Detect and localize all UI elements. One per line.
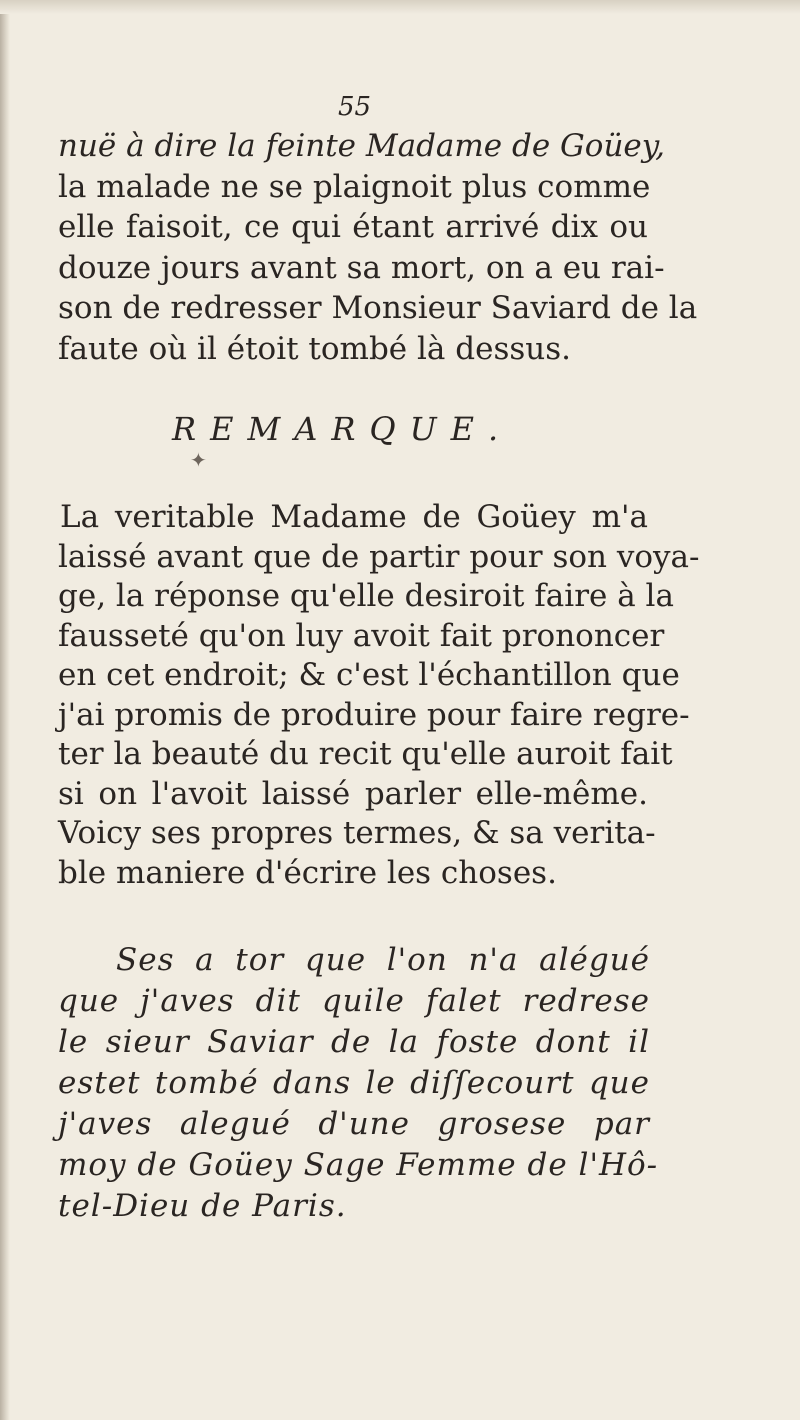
page-number: 55 [338,92,372,122]
text-line: le sieur Saviar de la foste dont il [58,1024,650,1060]
text-line: Voicy ses propres termes, & sa verita- [58,815,656,851]
text-line: nuë à dire la feinte Madame de Goüey, [58,128,666,164]
text-line: ge, la réponse qu'elle desiroit faire à la [58,578,674,614]
text-line: en cet endroit; & c'est l'échantillon que [58,657,680,693]
text-line: fausseté qu'on luy avoit fait prononcer [58,617,665,654]
section-heading: REMARQUE. [172,410,513,448]
text-line: ble maniere d'écrire les choses. [58,854,557,891]
text-line: la malade ne se plaignoit plus comme [58,168,651,205]
text-line: La veritable Madame de Goüey m'a [60,499,648,535]
text-line: tel-Dieu de Paris. [58,1188,347,1224]
text-line: ter la beauté du recit qu'elle auroit fait [58,736,673,772]
text-line: son de redresser Monsieur Saviard de la [58,290,698,326]
quoted-letter [58,940,659,1227]
ornament-icon: ✦ [190,448,207,472]
text-line: elle faisoit, ce qui étant arrivé dix ou [58,209,648,245]
text-line: faute où il étoit tombé là dessus. [58,330,571,367]
text-line: Ses a tor que l'on n'a alégué [116,942,650,978]
text-line: moy de Goüey Sage Femme de l'Hô- [58,1147,659,1183]
text-line: douze jours avant sa mort, on a eu rai- [58,249,665,286]
paragraph-1 [58,126,698,369]
text-line: si on l'avoit laissé parler elle-même. [58,775,648,812]
text-line: laissé avant que de partir pour son voya- [58,538,700,575]
text-line: j'aves alegué d'une grosese par [58,1106,650,1142]
text-line: estet tombé dans le diſſecourt que [58,1065,650,1101]
text-line: que j'aves dit quile falet redrese [58,983,650,1019]
text-line: j'ai promis de produire pour faire regre- [58,696,690,733]
paragraph-2 [58,498,700,893]
